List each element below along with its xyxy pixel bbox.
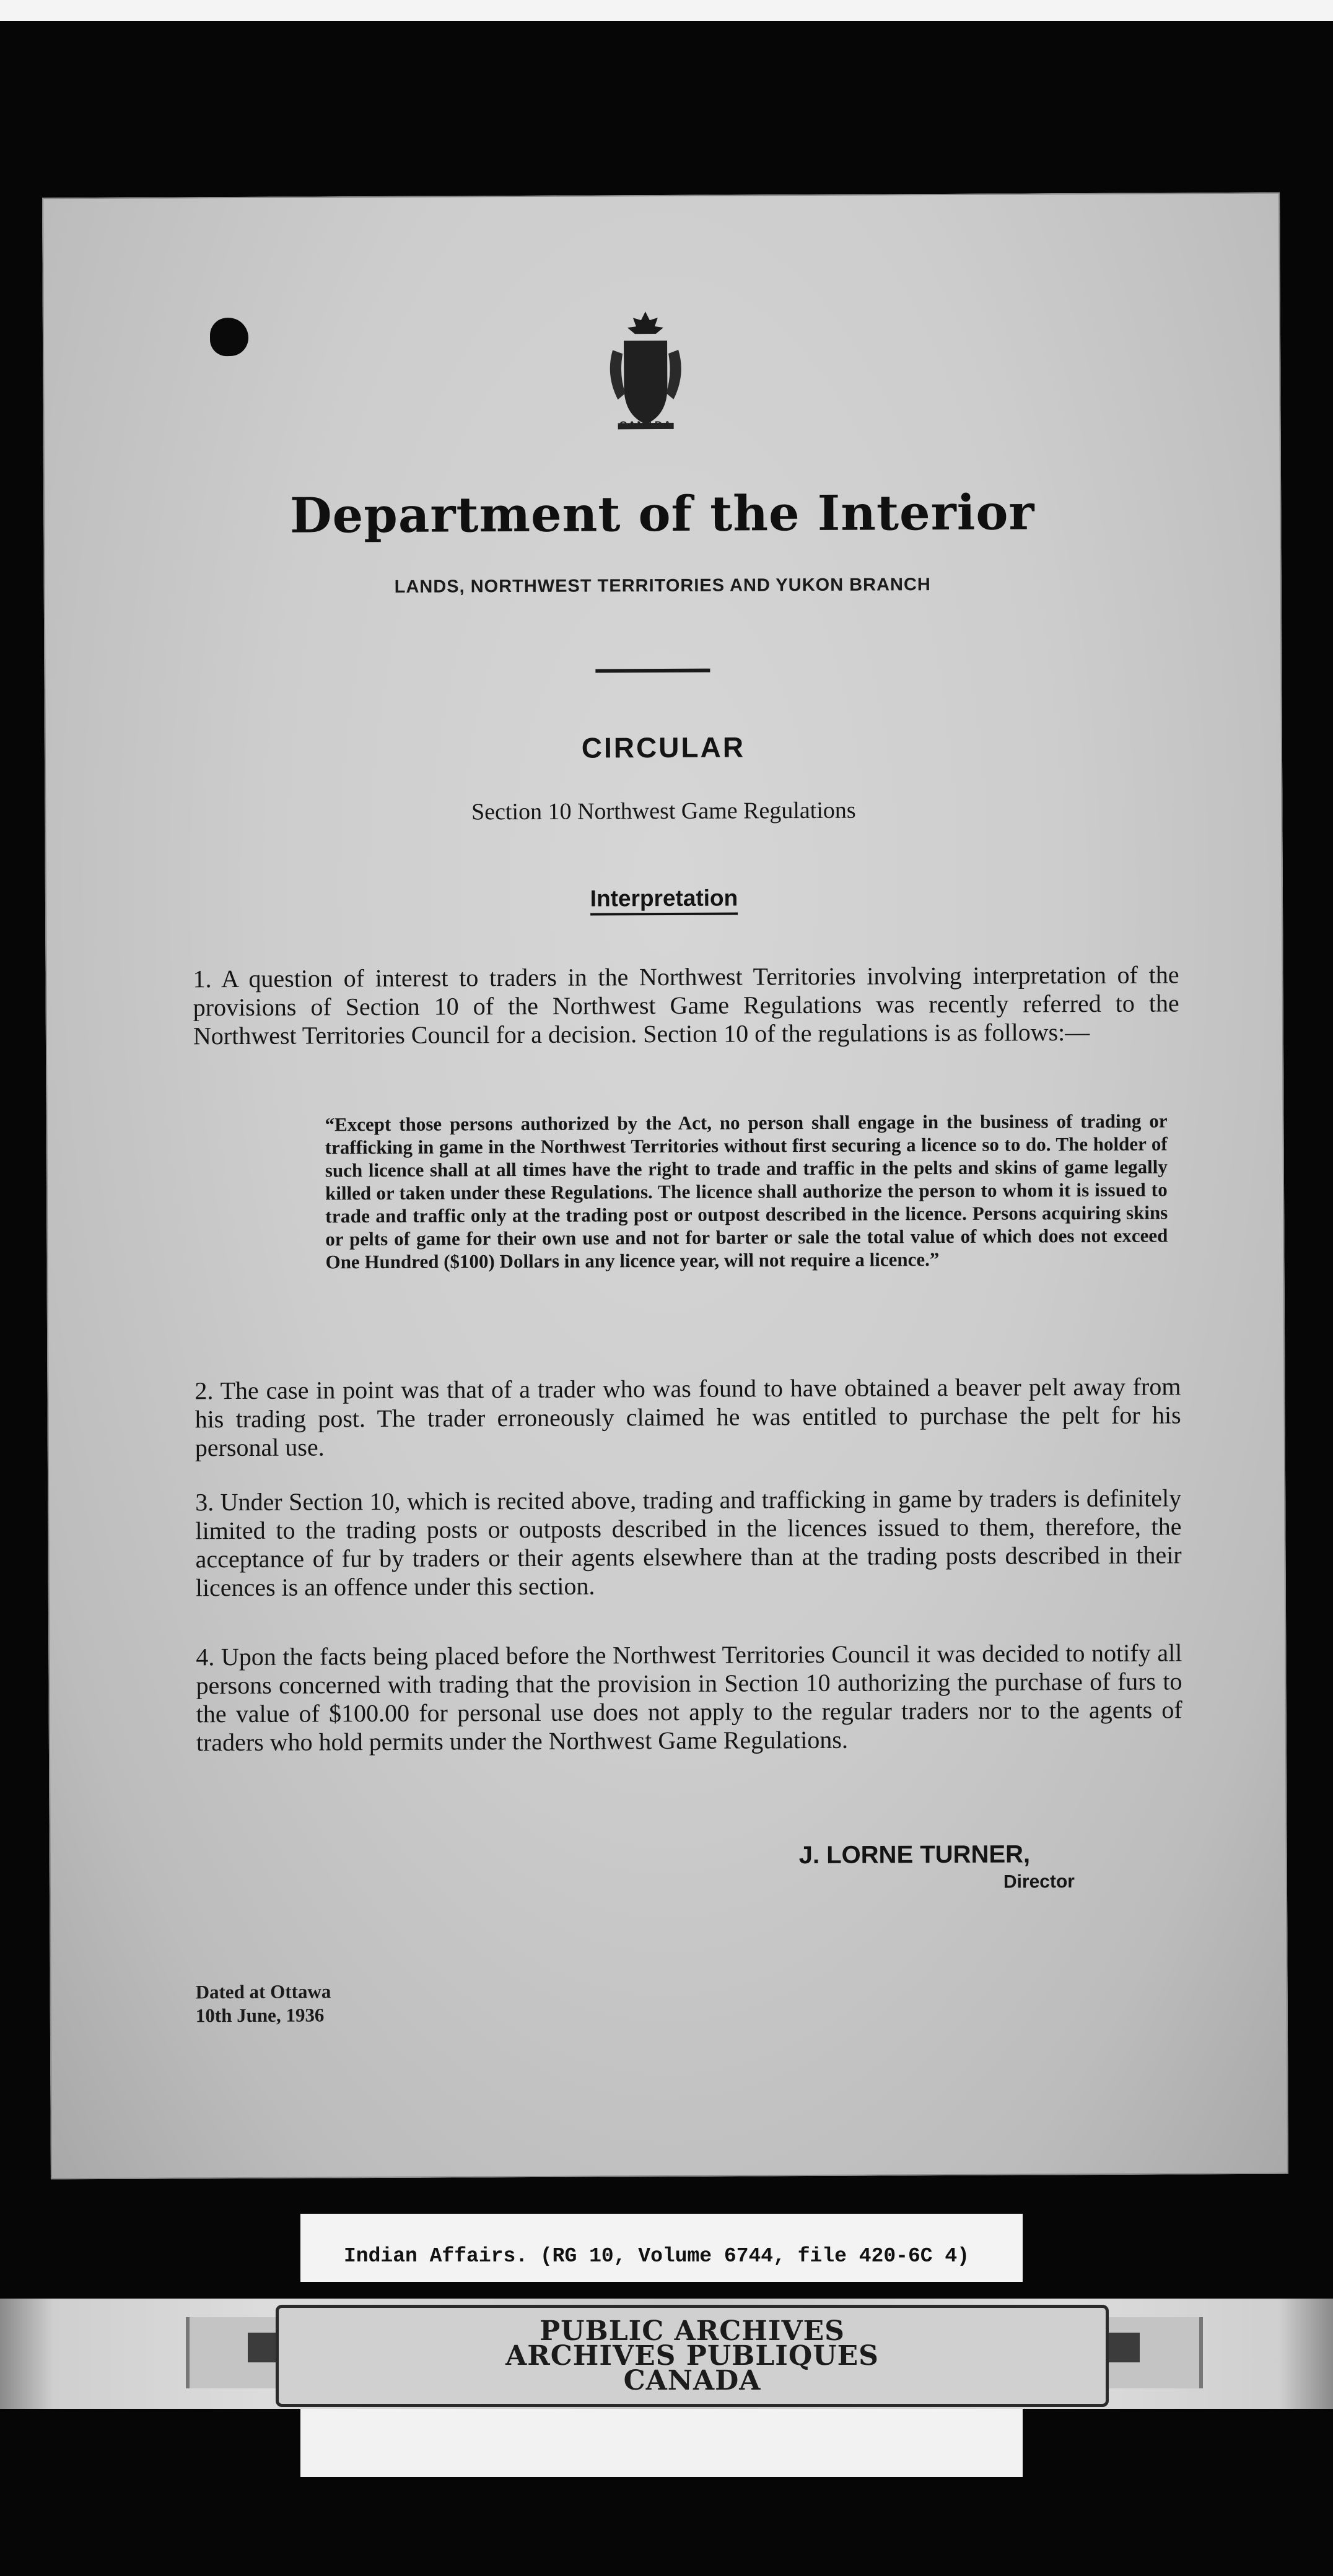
- section-subheading: Section 10 Northwest Game Regulations: [471, 797, 856, 825]
- dated-date: 10th June, 1936: [195, 2004, 325, 2027]
- quote-text-2: Persons acquiring skins or pelts of game for their own use and not for barter or sale the total value of which does not exceed One Hundred ($100) Dollars in any licence year, will not require a licence.”: [325, 1201, 1168, 1273]
- top-border: [0, 0, 1333, 21]
- signer-name: J. LORNE TURNER,: [798, 1840, 1031, 1869]
- quote-text-1: “Except those persons authorized by the Act, no person shall engage in the business of trading or trafficking in game in the Northwest Territories without first securing a licence so to do. The holder of such licence shall at all times have the right to trade and traffic in the pelts and skins of game legally killed or taken under these Regulations.: [325, 1110, 1168, 1204]
- paragraph-2: 2. The case in point was that of a trader who was found to have obtained a beaver pelt away from his trading post. The trader erroneously claimed he was entitled to purchase the pelt for his personal use.: [194, 1372, 1181, 1462]
- stamp-line-1: PUBLIC ARCHIVES: [540, 2315, 845, 2347]
- quote-emphasis: The licence shall authorize the person to whom it is issued to trade and traffic only at the trading post or outpost described in the licence.: [325, 1178, 1168, 1227]
- crest-label: CANADA: [619, 419, 673, 432]
- department-title: Department of the Interior: [289, 484, 1035, 544]
- circular-document: [42, 193, 1288, 2180]
- signer-title: Director: [1003, 1871, 1075, 1892]
- archive-reference: Indian Affairs. (RG 10, Volume 6744, file 420-6C 4): [344, 2245, 969, 2268]
- bottom-strip: [300, 2409, 1023, 2477]
- dated-place: Dated at Ottawa: [195, 1980, 331, 2003]
- archive-stamp-bar: [0, 2299, 1333, 2409]
- paragraph-1: 1. A question of interest to traders in the Northwest Territories involving interpretation of the provisions of Section 10 of the Northwest Game Regulations was recently referred to the Northwest Territories Council for a decision. Section 10 of the regulations is as follows:—: [193, 960, 1179, 1050]
- divider-rule: [595, 669, 710, 673]
- interpretation-label: Interpretation: [590, 885, 738, 915]
- regulation-quote: [325, 1109, 1168, 1273]
- stamp-line-3: CANADA: [623, 2365, 761, 2396]
- paragraph-3: 3. Under Section 10, which is recited above, trading and trafficking in game by traders is definitely limited to the trading posts or outposts described in the licences issued to them, therefore, the acceptance of fur by traders or their agents elsewhere than at the trading posts described in their licences is an offence under this section.: [195, 1484, 1182, 1602]
- stamp-line-2: ARCHIVES PUBLIQUES: [505, 2340, 879, 2372]
- interpretation-heading: [45, 883, 1283, 915]
- branch-subtitle: LANDS, NORTHWEST TERRITORIES AND YUKON BRANCH: [394, 575, 931, 597]
- archives-stamp: [276, 2305, 1109, 2407]
- circular-heading: CIRCULAR: [581, 731, 746, 764]
- paragraph-4: 4. Upon the facts being placed before the Northwest Territories Council it was decided to notify all persons concerned with trading that the provision in Section 10 authorizing the purchase of furs to the value of $100.00 for personal use does not apply to the regular traders nor to the agents of traders who hold permits under the Northwest Game Regulations.: [196, 1638, 1182, 1757]
- archive-reference-strip: [300, 2214, 1023, 2282]
- stamp-text: [279, 2315, 1106, 2396]
- punch-hole: [210, 318, 248, 356]
- date-block: [196, 1980, 444, 2028]
